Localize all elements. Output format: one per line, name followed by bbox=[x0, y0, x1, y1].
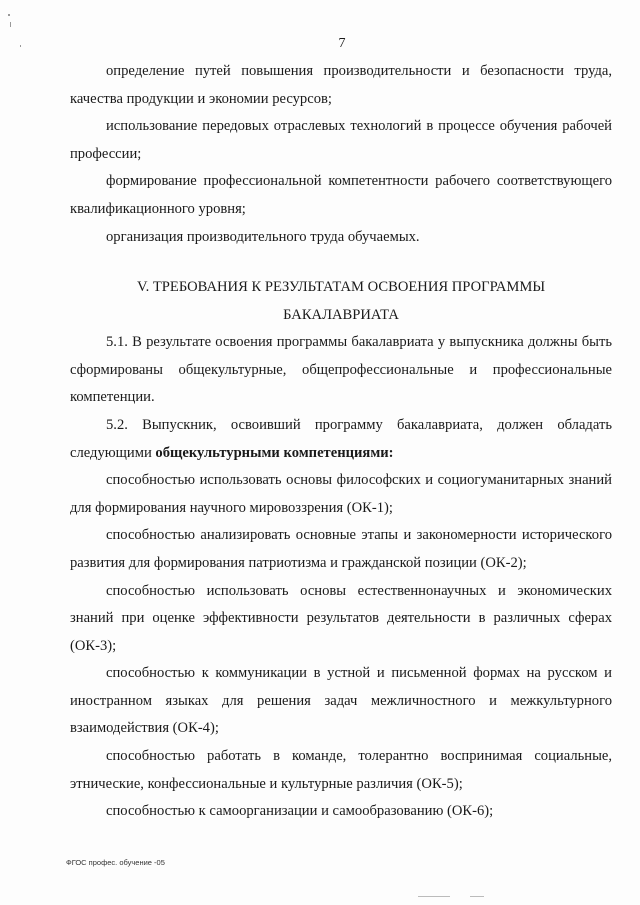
paragraph-5-2-bold: общекультурными компетенциями: bbox=[155, 444, 394, 461]
paragraph-5-2 bbox=[70, 412, 612, 467]
page-number: 7 bbox=[338, 36, 346, 51]
paragraph: определение путей повышения производительности и безопасности труда, качества продукции и экономии ресурсов; bbox=[70, 63, 612, 107]
competency-item: способностью анализировать основные этапы и закономерности исторического развития для формирования патриотизма и гражданской позиции (ОК-2); bbox=[70, 527, 612, 571]
scan-speck bbox=[20, 45, 21, 47]
scan-speck bbox=[8, 14, 10, 16]
competency-item: способностью к коммуникации в устной и письменной формах на русском и иностранном языках для решения задач межличностного и межкультурного взаимодействия (ОК-4); bbox=[70, 665, 612, 737]
scan-edge-mark bbox=[470, 896, 484, 897]
competency-item: способностью использовать основы естественнонаучных и экономических знаний при оценке эффективности результатов деятельности в различных сферах (ОК-3); bbox=[70, 582, 612, 654]
paragraph-5-2-lead: 5.2. Выпускник, освоивший программу бакалавриата, должен обладать следующими bbox=[70, 416, 612, 461]
paragraph-5-1: 5.1. В результате освоения программы бакалавриата у выпускника должны быть сформированы общекультурные, общепрофессиональные и профессиональные компетенции. bbox=[70, 334, 612, 406]
document-body bbox=[70, 58, 612, 826]
section-heading bbox=[70, 273, 612, 329]
scan-edge-mark bbox=[418, 896, 450, 897]
paragraph: использование передовых отраслевых технологий в процессе обучения рабочей профессии; bbox=[70, 118, 612, 162]
footer-label: ФГОС профес. обучение -05 bbox=[66, 858, 165, 867]
paragraph: организация производительного труда обучаемых. bbox=[106, 228, 420, 245]
section-heading-line-1: V. ТРЕБОВАНИЯ К РЕЗУЛЬТАТАМ ОСВОЕНИЯ ПРОГРАММЫ bbox=[136, 279, 546, 296]
scan-speck bbox=[10, 22, 11, 27]
competency-item: способностью к самоорганизации и самообразованию (ОК-6); bbox=[106, 803, 494, 820]
section-heading-line-2: БАКАЛАВРИАТА bbox=[283, 307, 399, 324]
paragraph: формирование профессиональной компетентности рабочего соответствующего квалификационного уровня; bbox=[70, 173, 612, 217]
competency-item: способностью использовать основы философских и социогуманитарных знаний для формирования научного мировоззрения (ОК-1); bbox=[70, 472, 612, 516]
competency-item: способностью работать в команде, толерантно воспринимая социальные, этнические, конфессиональные и культурные различия (ОК-5); bbox=[70, 748, 612, 792]
